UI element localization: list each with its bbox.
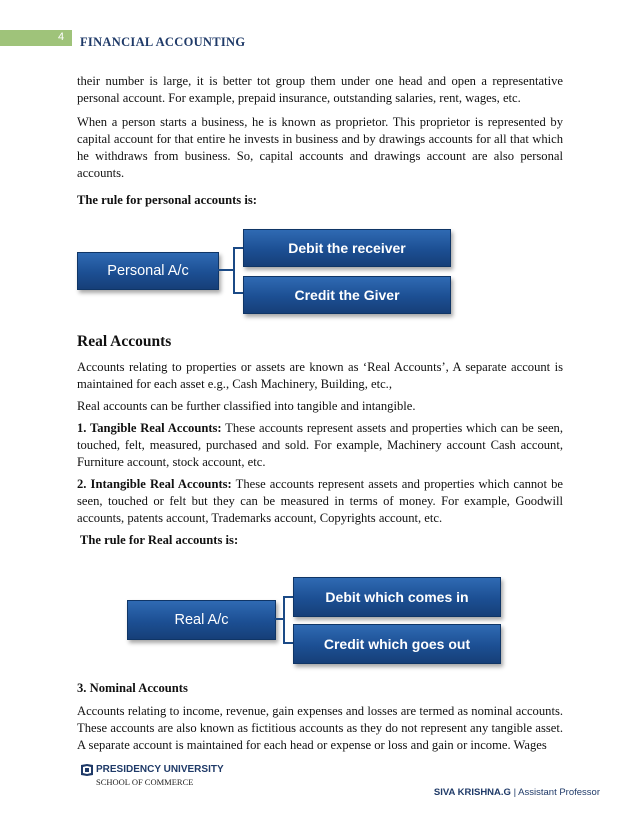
personal-connector-bottom: [233, 292, 243, 294]
real-connector-vertical: [283, 596, 285, 643]
real-connector-top: [283, 596, 293, 598]
author-role: | Assistant Professor: [510, 787, 600, 798]
real-account-box: Real A/c: [127, 600, 276, 640]
paragraph-personal-representative: their number is large, it is better tot group them under one head and open a representative personal account. For example, prepaid insurance, outstanding salaries, rent, wages, etc.: [77, 74, 563, 105]
intangible-text: These accounts represent assets and properties which cannot be seen, touched or felt but they can be measured in terms of money. For example, Goodwill accounts, patents account, Trademarks account, Copyrights account, etc.: [77, 477, 563, 525]
rule-personal-heading: The rule for personal accounts is:: [77, 193, 257, 207]
university-logo-icon: [80, 763, 94, 777]
tangible-label: 1. Tangible Real Accounts:: [77, 421, 222, 435]
real-accounts-title: Real Accounts: [77, 333, 172, 350]
personal-account-box: Personal A/c: [77, 252, 219, 290]
debit-receiver-box: Debit the receiver: [243, 229, 451, 267]
footer-university: PRESIDENCY UNIVERSITY: [96, 764, 224, 775]
personal-connector-horizontal: [218, 269, 234, 271]
tangible-text: These accounts represent assets and properties which can be seen, touched, felt, measured, purchased and sold. For example, Machinery account Cash account, Furniture account, stock account, etc.: [77, 421, 563, 469]
header-title: FINANCIAL ACCOUNTING: [80, 35, 246, 49]
personal-connector-vertical: [233, 247, 235, 293]
paragraph-tangible: [77, 420, 563, 471]
paragraph-proprietor: When a person starts a business, he is known as proprietor. This proprietor is represented by capital account for that entire he invests in business and by drawings accounts for all that which he withdraws from business. So, capital accounts and drawings account are also personal accounts.: [77, 115, 563, 180]
credit-giver-box: Credit the Giver: [243, 276, 451, 314]
footer-school: SCHOOL OF COMMERCE: [96, 777, 194, 787]
intangible-label: 2. Intangible Real Accounts:: [77, 477, 232, 491]
author-name: SIVA KRISHNA.G: [433, 787, 511, 798]
paragraph-real-definition: Accounts relating to properties or assets are known as ‘Real Accounts’, A separate account is maintained for each asset e.g., Cash Machinery, Building, etc.,: [77, 360, 563, 391]
page-number: 4: [58, 31, 65, 43]
debit-comes-in-box: Debit which comes in: [293, 577, 501, 617]
paragraph-intangible: [77, 476, 563, 527]
paragraph-real-classification: Real accounts can be further classified into tangible and intangible.: [77, 399, 416, 413]
credit-goes-out-box: Credit which goes out: [293, 624, 501, 664]
paragraph-nominal: Accounts relating to income, revenue, gain expenses and losses are termed as nominal accounts. These accounts are also known as fictitious accounts as they do not represent any tangible asset. A separate account is maintained for each head or expense or loss and gain or income. Wages: [77, 704, 563, 752]
real-connector-bottom: [283, 642, 293, 644]
footer-author: [434, 787, 600, 798]
nominal-accounts-heading: 3. Nominal Accounts: [77, 681, 188, 695]
personal-connector-top: [233, 247, 243, 249]
rule-real-heading: The rule for Real accounts is:: [77, 533, 239, 547]
